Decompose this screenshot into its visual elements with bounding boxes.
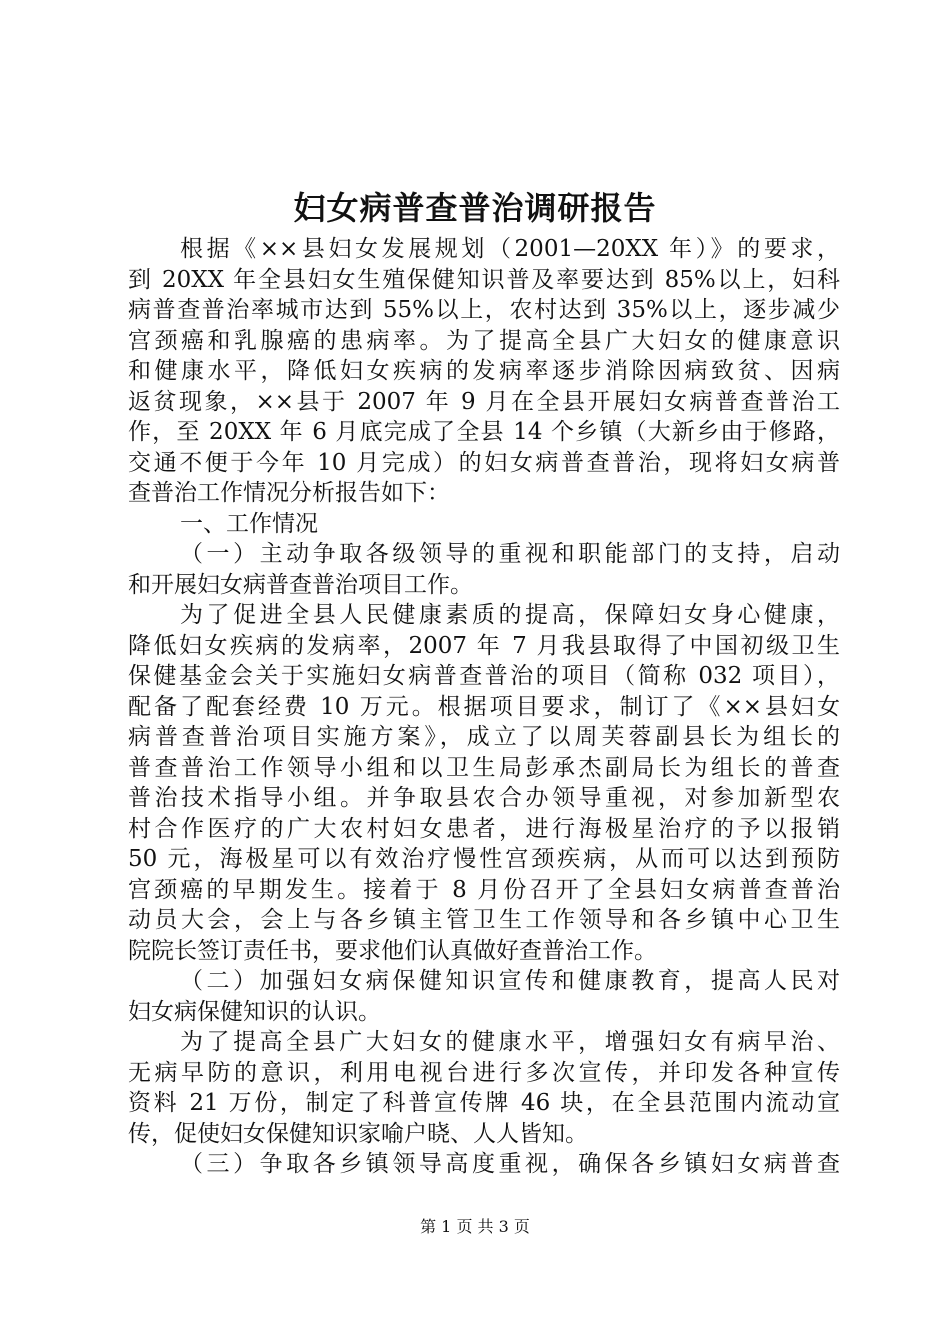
text-line: 查普治工作情况分析报告如下： [128, 480, 450, 506]
text-line: 动员大会，会上与各乡镇主管卫生工作领导和各乡镇中心卫生 [128, 907, 840, 933]
subsection-heading: 和开展妇女病普查普治项目工作。 [128, 571, 473, 598]
text-line: 病普查普治项目实施方案》，成立了以周芙蓉副县长为组长的 [128, 724, 840, 750]
text-line: 为了促进全县人民健康素质的提高，保障妇女身心健康， [180, 602, 840, 628]
text-line: 资料 21 万份，制定了科普宣传牌 46 块，在全县范围内流动宣 [128, 1090, 840, 1116]
text-line: 到 20XX 年全县妇女生殖保健知识普及率要达到 85%以上，妇科 [128, 266, 840, 293]
text-line: 传，促使妇女保健知识家喻户晓、人人皆知。 [128, 1120, 588, 1147]
text-line: 50 元，海极星可以有效治疗慢性宫颈疾病，从而可以达到预防 [128, 846, 840, 872]
text-line: 普治技术指导小组。并争取县农合办领导重视，对参加新型农 [128, 785, 840, 811]
text-line: 无病早防的意识，利用电视台进行多次宣传，并印发各种宣传 [128, 1059, 840, 1086]
document-body [128, 234, 840, 1180]
text-line: 配备了配套经费 10 万元。根据项目要求，制订了《××县妇女 [128, 693, 840, 720]
page-number: 第 1 页 共 3 页 [420, 1217, 530, 1236]
text-line: 和健康水平，降低妇女疾病的发病率逐步消除因病致贫、因病 [128, 358, 840, 384]
text-line: 保健基金会关于实施妇女病普查普治的项目（简称 032 项目）， [128, 663, 840, 689]
subsection-heading: （一）主动争取各级领导的重视和职能部门的支持，启动 [180, 541, 840, 567]
text-line: 降低妇女疾病的发病率，2007 年 7 月我县取得了中国初级卫生 [128, 632, 840, 659]
subsection-heading: 妇女病保健知识的认识。 [128, 998, 381, 1025]
section-heading: 一、工作情况 [180, 510, 318, 537]
text-line: 作，至 20XX 年 6 月底完成了全县 14 个乡镇（大新乡由于修路， [128, 419, 840, 445]
text-line: 村合作医疗的广大农村妇女患者，进行海极星治疗的予以报销 [128, 815, 840, 842]
subsection-heading: （二）加强妇女病保健知识宣传和健康教育，提高人民对 [180, 968, 840, 994]
text-line: 返贫现象，××县于 2007 年 9 月在全县开展妇女病普查普治工 [128, 388, 840, 415]
text-line: 为了提高全县广大妇女的健康水平，增强妇女有病早治、 [180, 1029, 840, 1055]
text-line: 院院长签订责任书，要求他们认真做好查普治工作。 [128, 937, 657, 964]
text-line: 宫颈癌和乳腺癌的患病率。为了提高全县广大妇女的健康意识 [128, 327, 840, 354]
text-line: 交通不便于今年 10 月完成）的妇女病普查普治，现将妇女病普 [128, 449, 840, 476]
text-line: 病普查普治率城市达到 55%以上，农村达到 35%以上，逐步减少 [128, 297, 840, 323]
text-line: 普查普治工作领导小组和以卫生局彭承杰副局长为组长的普查 [128, 754, 840, 781]
document-title: 妇女病普查普治调研报告 [293, 189, 657, 227]
text-line: 根据《××县妇女发展规划（2001—20XX 年）》的要求， [180, 236, 840, 262]
subsection-heading: （三）争取各乡镇领导高度重视，确保各乡镇妇女病普查 [180, 1151, 840, 1177]
text-line: 宫颈癌的早期发生。接着于 8 月份召开了全县妇女病普查普治 [128, 876, 840, 903]
